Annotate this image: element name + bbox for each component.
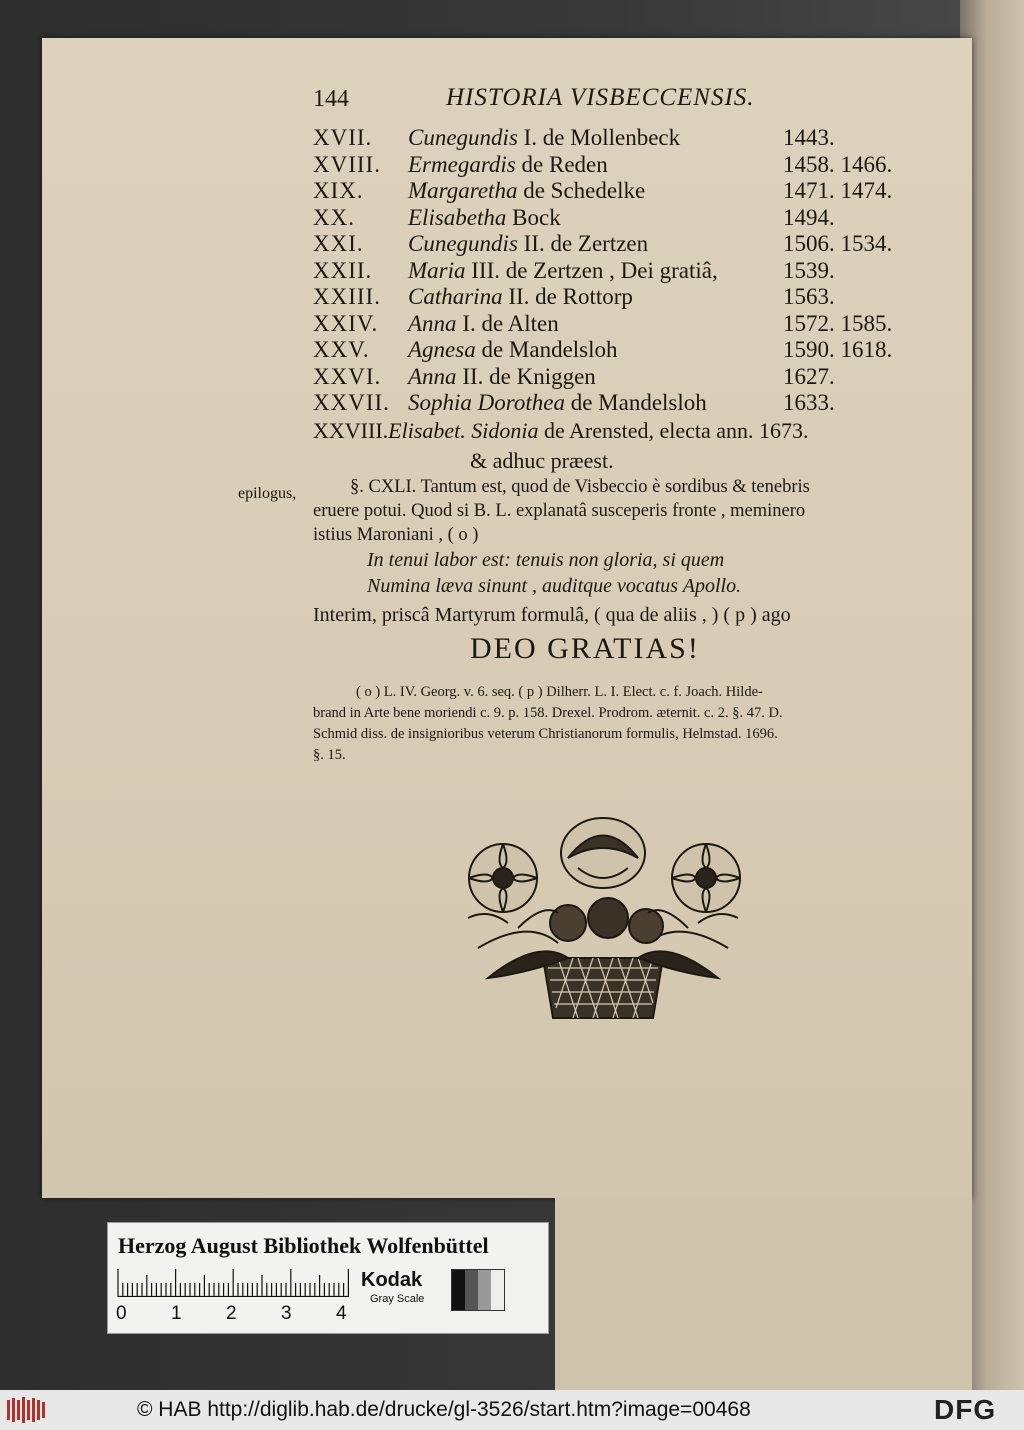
list-item-text	[408, 390, 707, 416]
ruler-number: 2	[226, 1303, 237, 1324]
page-lower-edge	[555, 1198, 972, 1390]
page-number: 144	[313, 86, 349, 112]
kodak-logo: Kodak	[361, 1269, 423, 1291]
list-item-number: XVIII.	[313, 151, 381, 177]
list-item-text	[408, 231, 648, 257]
list-item-rest: II. de Zertzen	[517, 231, 649, 256]
gray-scale-label: Gray Scale	[370, 1293, 425, 1305]
list-item-name: Maria	[408, 257, 466, 283]
ruler-scale	[116, 1267, 356, 1297]
ruler-number: 4	[336, 1303, 347, 1324]
list-item-number: XX.	[313, 204, 355, 230]
list-item-years: 1572. 1585.	[783, 310, 893, 336]
list-item-number: XXI.	[313, 231, 364, 256]
paragraph-line-2: eruere potui. Quod si B. L. explanatâ susceperis fronte , meminero	[313, 501, 806, 521]
list-item-number: XXV.	[313, 337, 370, 362]
library-name: Herzog August Bibliothek Wolfenbüttel	[118, 1233, 489, 1258]
list-item-years: 1539.	[783, 257, 835, 283]
ruler-number: 1	[171, 1303, 182, 1324]
list-item-rest: de Schedelke	[517, 178, 646, 203]
running-title: HISTORIA VISBECCENSIS.	[446, 84, 755, 111]
paragraph-line-3: istius Maroniani , ( o )	[313, 525, 479, 545]
list-item-name: Ermegardis	[408, 151, 516, 177]
list-item-rest: Bock	[506, 204, 561, 230]
deo-gratias-heading: DEO GRATIAS!	[470, 632, 700, 665]
list-item-name: Cunegundis	[408, 231, 518, 256]
verse-line-2: Numina læva sinunt , auditque vocatus Apollo.	[367, 575, 742, 597]
footnote-line-4: §. 15.	[313, 747, 346, 763]
list-item-name: Sophia Dorothea	[408, 390, 565, 415]
list-item-years: 1471. 1474.	[783, 178, 893, 203]
ruler-numbers	[116, 1303, 356, 1325]
list-item-number: XXVII.	[313, 390, 390, 415]
list-item-rest: II. de Rottorp	[502, 284, 633, 309]
list-item-years: 1563.	[783, 284, 835, 309]
list-item-name: Catharina	[408, 284, 503, 309]
footnote-line-2: brand in Arte bene moriendi c. 9. p. 158. Drexel. Prodrom. æternit. c. 2. §. 47. D.	[313, 705, 783, 721]
margin-note: epilogus,	[238, 485, 297, 502]
library-label-card	[107, 1222, 549, 1334]
list-item-number: XXII.	[313, 257, 373, 283]
list-item-text	[408, 258, 718, 284]
list-item-years: 1627.	[783, 363, 835, 389]
list-item-years: 1506. 1534.	[783, 231, 893, 256]
list-item-name: Elisabetha	[408, 204, 507, 230]
interim-line: Interim, priscâ Martyrum formulâ, ( qua de aliis , ) ( p ) ago	[313, 604, 791, 626]
list-item-name: Agnesa	[408, 337, 476, 362]
last-entry	[313, 418, 809, 444]
list-item-rest: de Reden	[515, 151, 608, 177]
list-item-number: XXIV.	[313, 310, 379, 336]
footer-bar	[0, 1390, 1024, 1430]
list-item-years: 1590. 1618.	[783, 337, 893, 362]
list-item-name: Anna	[408, 310, 457, 336]
list-item-text	[408, 284, 633, 310]
ruler-number: 0	[116, 1303, 127, 1324]
list-item-text	[408, 337, 618, 363]
list-item-text	[408, 125, 680, 151]
list-item-years: 1494.	[783, 204, 835, 230]
list-item-rest: III. de Zertzen , Dei gratiâ,	[465, 257, 718, 283]
list-item-years: 1633.	[783, 390, 835, 415]
last-entry-name: Elisabet. Sidonia	[388, 418, 539, 443]
last-entry-tail: & adhuc præest.	[470, 448, 614, 473]
flower-basket-ornament	[448, 808, 758, 1033]
verse-line-1: In tenui labor est: tenuis non gloria, si quem	[367, 549, 725, 571]
list-item-name: Anna	[408, 363, 457, 389]
list-item-name: Cunegundis	[408, 125, 518, 150]
list-item-rest: I. de Alten	[456, 310, 559, 336]
ruler-number: 3	[281, 1303, 292, 1324]
hab-logo-icon	[6, 1396, 46, 1424]
paragraph-line-1: §. CXLI. Tantum est, quod de Visbeccio è sordibus & tenebris	[350, 477, 810, 497]
list-item-text	[408, 205, 561, 231]
list-item-rest: de Mandelsloh	[475, 337, 618, 362]
list-item-years: 1458. 1466.	[783, 151, 893, 177]
list-item-number: XXIII.	[313, 284, 381, 309]
last-entry-num: XXVIII.	[313, 418, 389, 443]
list-item-name: Margaretha	[408, 178, 518, 203]
gray-scale-swatch	[451, 1269, 505, 1311]
list-item-rest: I. de Mollenbeck	[517, 125, 681, 150]
list-item-rest: II. de Kniggen	[456, 363, 596, 389]
footer-url-text: © HAB http://diglib.hab.de/drucke/gl-3526/start.htm?image=00468	[137, 1398, 751, 1421]
list-item-text	[408, 364, 596, 390]
footnote-line-1: ( o ) L. IV. Georg. v. 6. seq. ( p ) Dilherr. L. I. Elect. c. f. Joach. Hilde-	[356, 684, 763, 700]
list-item-years: 1443.	[783, 125, 835, 150]
list-item-text	[408, 311, 559, 337]
list-item-number: XIX.	[313, 178, 364, 203]
footnote-line-3: Schmid diss. de insignioribus veterum Christianorum formulis, Helmstad. 1696.	[313, 726, 778, 742]
list-item-text	[408, 152, 608, 178]
list-item-rest: de Mandelsloh	[564, 390, 707, 415]
book-page	[42, 38, 972, 1198]
list-item-text	[408, 178, 645, 204]
last-entry-rest: de Arensted, electa ann. 1673.	[538, 418, 809, 443]
dfg-logo: DFG	[934, 1394, 997, 1425]
list-item-number: XVII.	[313, 125, 373, 150]
list-item-number: XXVI.	[313, 363, 382, 389]
